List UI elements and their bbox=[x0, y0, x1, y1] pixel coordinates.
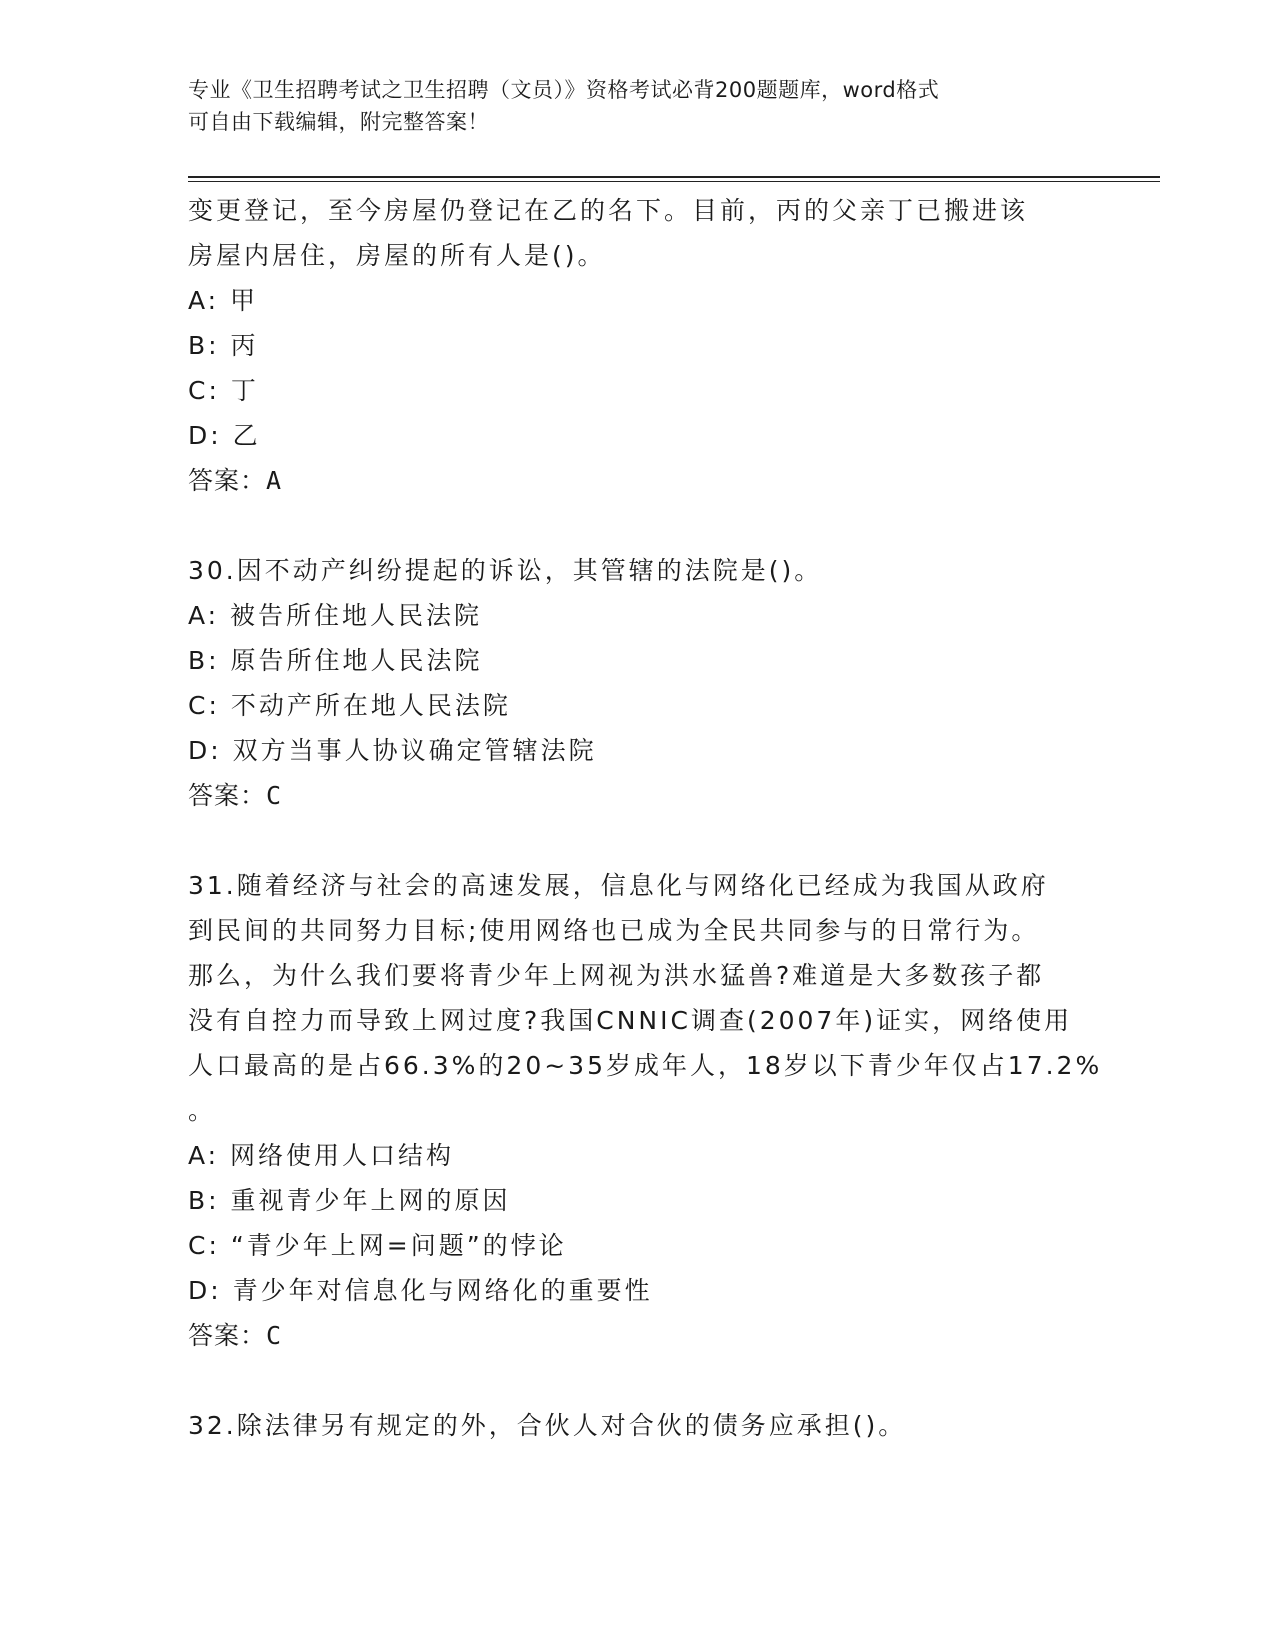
question-text-line: 到民间的共同努力目标;使用网络也已成为全民共同参与的日常行为。 bbox=[188, 916, 1040, 945]
answer-line bbox=[188, 458, 1088, 503]
answer-value: C bbox=[266, 781, 283, 810]
question-text-line: 房屋内居住，房屋的所有人是()。 bbox=[188, 241, 606, 270]
header-rule bbox=[188, 176, 1160, 178]
header-title-line-2: 可自由下载编辑，附完整答案！ bbox=[188, 110, 489, 134]
option-d: D: 双方当事人协议确定管辖法院 bbox=[188, 736, 597, 765]
question-text-line: 。 bbox=[188, 1096, 217, 1125]
question-text-line: 30.因不动产纠纷提起的诉讼，其管辖的法院是()。 bbox=[188, 556, 823, 585]
answer-label: 答案： bbox=[188, 1321, 267, 1350]
option-d: D: 乙 bbox=[188, 421, 261, 450]
option-c: C: “青少年上网=问题”的悖论 bbox=[188, 1231, 567, 1260]
spacer bbox=[188, 818, 1088, 863]
answer-label: 答案： bbox=[188, 466, 267, 495]
document-header bbox=[188, 74, 1088, 138]
spacer bbox=[188, 503, 1088, 548]
spacer bbox=[188, 1358, 1088, 1403]
question-31 bbox=[188, 863, 1103, 1358]
answer-line bbox=[188, 1313, 1088, 1358]
option-c: C: 不动产所在地人民法院 bbox=[188, 691, 511, 720]
option-a: A: 甲 bbox=[188, 286, 259, 315]
answer-value: C bbox=[266, 1321, 283, 1350]
header-title-line-1: 专业《卫生招聘考试之卫生招聘（文员）》资格考试必背200题题库，word格式 bbox=[188, 78, 940, 102]
answer-value: A bbox=[266, 466, 283, 495]
option-a: A: 被告所住地人民法院 bbox=[188, 601, 483, 630]
question-text-line: 那么，为什么我们要将青少年上网视为洪水猛兽?难道是大多数孩子都 bbox=[188, 961, 1045, 990]
question-text-line: 31.随着经济与社会的高速发展，信息化与网络化已经成为我国从政府 bbox=[188, 871, 1049, 900]
question-30 bbox=[188, 548, 1088, 818]
question-text-line: 没有自控力而导致上网过度?我国CNNIC调查(2007年)证实，网络使用 bbox=[188, 1006, 1073, 1035]
option-b: B: 原告所住地人民法院 bbox=[188, 646, 483, 675]
option-a: A: 网络使用人口结构 bbox=[188, 1141, 455, 1170]
option-b: B: 重视青少年上网的原因 bbox=[188, 1186, 511, 1215]
question-content bbox=[188, 188, 1103, 1448]
question-text-line: 变更登记，至今房屋仍登记在乙的名下。目前，丙的父亲丁已搬进该 bbox=[188, 196, 1029, 225]
option-c: C: 丁 bbox=[188, 376, 259, 405]
answer-label: 答案： bbox=[188, 781, 267, 810]
question-text-line: 人口最高的是占66.3%的20~35岁成年人，18岁以下青少年仅占17.2% bbox=[188, 1051, 1103, 1080]
question-32 bbox=[188, 1403, 1088, 1448]
option-b: B: 丙 bbox=[188, 331, 259, 360]
answer-line bbox=[188, 773, 1088, 818]
header-rule-thin bbox=[188, 181, 1160, 182]
question-29 bbox=[188, 188, 1088, 503]
question-text-line: 32.除法律另有规定的外，合伙人对合伙的债务应承担()。 bbox=[188, 1411, 907, 1440]
option-d: D: 青少年对信息化与网络化的重要性 bbox=[188, 1276, 653, 1305]
